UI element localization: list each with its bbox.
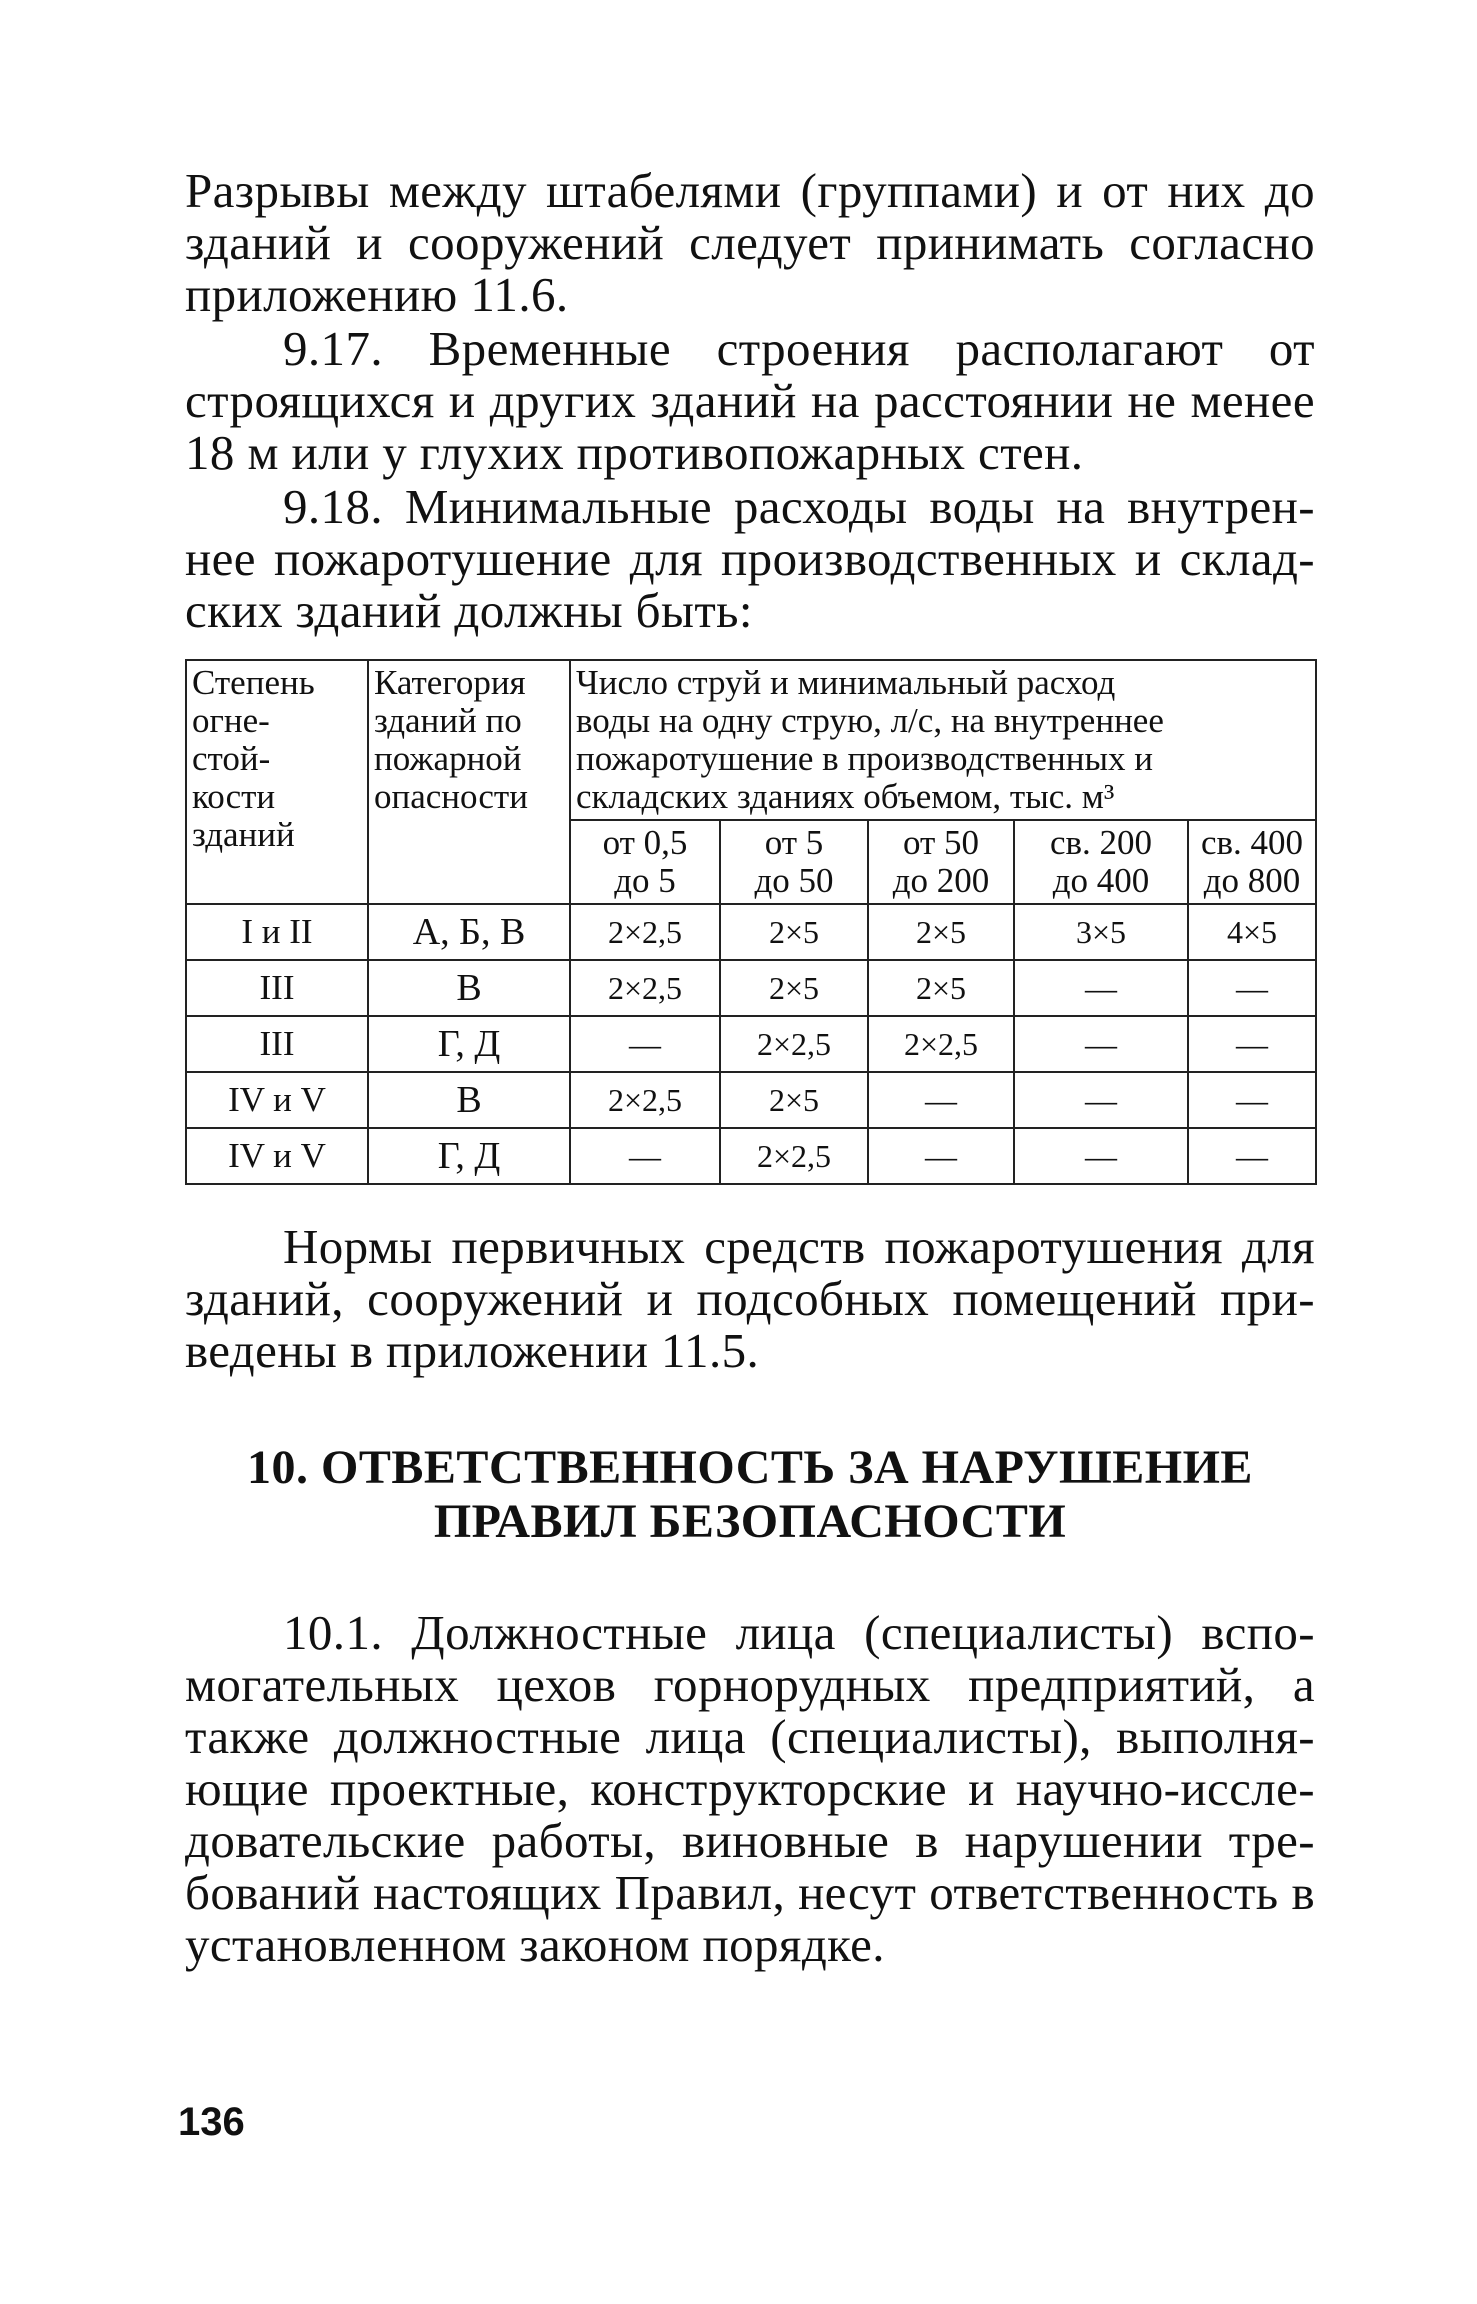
table-cell: 2×2,5 <box>570 960 720 1016</box>
table-row <box>186 904 1316 960</box>
header-line: Число струй и минимальный расход <box>576 663 1116 702</box>
header-line: воды на одну струю, л/с, на внутреннее <box>576 701 1164 740</box>
header-line: огне- <box>192 701 270 740</box>
paragraph-9-18 <box>185 481 1315 637</box>
header-line: пожарной <box>374 739 522 778</box>
table-cell: 2×5 <box>868 960 1014 1016</box>
table-cell: — <box>1014 1016 1188 1072</box>
paragraph-9-17 <box>185 323 1315 479</box>
paragraph-primary-means <box>185 1221 1315 1377</box>
table-cell: — <box>1188 1016 1316 1072</box>
text-line: зданий и сооружений следует принимать согласно <box>185 215 1315 270</box>
header-line: кости <box>192 777 276 816</box>
table-cell: — <box>868 1072 1014 1128</box>
header-line: до 200 <box>892 861 990 900</box>
table-cell: 3×5 <box>1014 904 1188 960</box>
section-heading <box>185 1441 1315 1549</box>
header-line: от 5 <box>764 823 824 862</box>
table-cell: — <box>1188 960 1316 1016</box>
table-cell: Г, Д <box>368 1016 570 1072</box>
table-row <box>186 1072 1316 1128</box>
header-line: Категория <box>374 663 526 702</box>
volume-column-header <box>570 820 720 904</box>
header-line: св. 400 <box>1200 823 1304 862</box>
text-line: ских зданий должны быть: <box>185 583 753 638</box>
table-cell: 2×5 <box>720 960 868 1016</box>
header-line: до 800 <box>1203 861 1301 900</box>
header-line: зданий по <box>374 701 522 740</box>
table-cell: — <box>1014 960 1188 1016</box>
header-jets-and-flow <box>570 660 1316 820</box>
table-cell: 2×5 <box>868 904 1014 960</box>
text-line: ющие проектные, конструкторские и научно-иссле- <box>185 1761 1315 1816</box>
page-number: 136 <box>178 2100 245 2144</box>
header-line: до 50 <box>754 861 834 900</box>
paragraph-10-1 <box>185 1607 1315 1971</box>
volume-column-header <box>1014 820 1188 904</box>
header-line: пожаротушение в производственных и <box>576 739 1153 778</box>
heading-line: 10. ОТВЕТСТВЕННОСТЬ ЗА НАРУШЕНИЕ <box>247 1441 1253 1494</box>
text-line: бований настоящих Правил, несут ответственность <box>185 1865 1279 1920</box>
header-line: св. 200 <box>1049 823 1153 862</box>
header-fire-resistance <box>186 660 368 904</box>
text-line: 9.18. Минимальные расходы воды на внутрен- <box>283 479 1315 534</box>
table-row <box>186 1128 1316 1184</box>
text-line: в установленном законом порядке. <box>185 1865 1315 1972</box>
header-line: от 50 <box>902 823 980 862</box>
table-cell: — <box>1188 1072 1316 1128</box>
text-line: 9.17. Временные строения располагают от <box>283 321 1315 376</box>
header-line: Степень <box>192 663 315 702</box>
text-line: менее 18 м или у глухих противопожарных стен. <box>185 373 1315 480</box>
header-line: до 5 <box>614 861 676 900</box>
text-line: также должностные лица (специалисты), выполня- <box>185 1709 1315 1764</box>
header-line: опасности <box>374 777 528 816</box>
text-line: приложению 11.6. <box>185 267 569 322</box>
table-cell: Г, Д <box>368 1128 570 1184</box>
table-cell: IV и V <box>186 1128 368 1184</box>
table-cell: В <box>368 1072 570 1128</box>
table-cell: 2×5 <box>720 1072 868 1128</box>
table-cell: 4×5 <box>1188 904 1316 960</box>
header-line: складских зданиях объемом, тыс. м³ <box>576 777 1115 816</box>
table-cell: I и II <box>186 904 368 960</box>
volume-column-header <box>1188 820 1316 904</box>
text-line: строящихся и других зданий на расстоянии не <box>185 373 1177 428</box>
water-supply-table <box>185 659 1317 1185</box>
text-line: нее пожаротушение для производственных и склад- <box>185 531 1315 586</box>
table-cell: — <box>868 1128 1014 1184</box>
table-cell: 2×2,5 <box>720 1016 868 1072</box>
table-header-row <box>186 660 1316 820</box>
table-cell: 2×5 <box>720 904 868 960</box>
text-line: могательных цехов горнорудных предприятий, а <box>185 1657 1315 1712</box>
table-cell: А, Б, В <box>368 904 570 960</box>
table-cell: III <box>186 1016 368 1072</box>
header-line: от 0,5 <box>602 823 688 862</box>
table-row <box>186 960 1316 1016</box>
header-line: зданий <box>192 815 295 854</box>
text-line: 10.1. Должностные лица (специалисты) вспо- <box>283 1605 1315 1660</box>
paragraph-storage-gaps <box>185 165 1315 321</box>
volume-column-header <box>720 820 868 904</box>
table-cell: III <box>186 960 368 1016</box>
table-row <box>186 1016 1316 1072</box>
text-line: зданий, сооружений и подсобных помещений при- <box>185 1271 1315 1326</box>
text-line: Разрывы между штабелями (группами) и от них до <box>185 163 1315 218</box>
header-line: до 400 <box>1052 861 1150 900</box>
text-line: довательские работы, виновные в нарушении тре- <box>185 1813 1315 1868</box>
table-cell: — <box>570 1128 720 1184</box>
table-cell: В <box>368 960 570 1016</box>
table-cell: — <box>570 1016 720 1072</box>
table-cell: — <box>1188 1128 1316 1184</box>
volume-column-header <box>868 820 1014 904</box>
text-line: Нормы первичных средств пожаротушения для <box>283 1219 1315 1274</box>
table-cell: 2×2,5 <box>570 904 720 960</box>
header-line: стой- <box>192 739 271 778</box>
table-cell: IV и V <box>186 1072 368 1128</box>
table-cell: 2×2,5 <box>720 1128 868 1184</box>
header-fire-category <box>368 660 570 904</box>
table-cell: 2×2,5 <box>868 1016 1014 1072</box>
heading-line: ПРАВИЛ БЕЗОПАСНОСТИ <box>433 1495 1067 1548</box>
page-body <box>185 165 1315 1971</box>
table-cell: — <box>1014 1128 1188 1184</box>
table-cell: — <box>1014 1072 1188 1128</box>
text-line: ведены в приложении 11.5. <box>185 1323 760 1378</box>
table-cell: 2×2,5 <box>570 1072 720 1128</box>
